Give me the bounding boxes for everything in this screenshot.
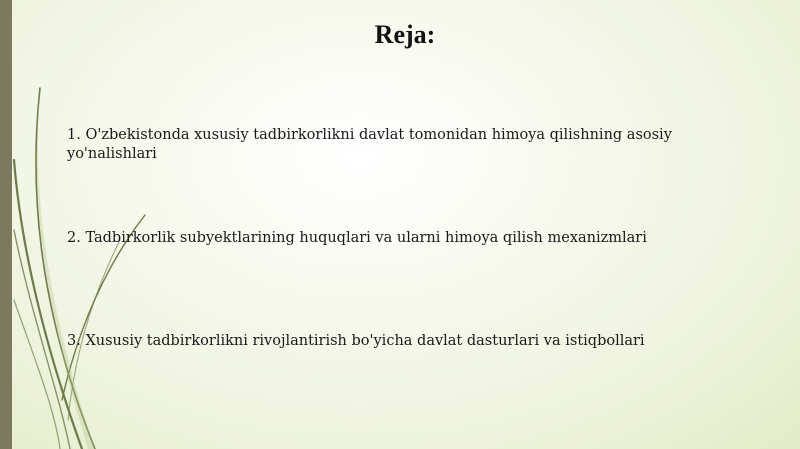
plan-item-1: 1. O'zbekistonda xususiy tadbirkorlikni davlat tomonidan himoya qilishning asosiy yo'nalishlari <box>67 127 672 162</box>
plan-item-2: 2. Tadbirkorlik subyektlarining huquqlari va ularni himoya qilish mexanizmlari <box>67 230 647 246</box>
slide-title: Reja: <box>374 20 436 49</box>
plan-item-3: 3. Xususiy tadbirkorlikni rivojlantirish bo'yicha davlat dasturlari va istiqbollari <box>67 333 645 349</box>
